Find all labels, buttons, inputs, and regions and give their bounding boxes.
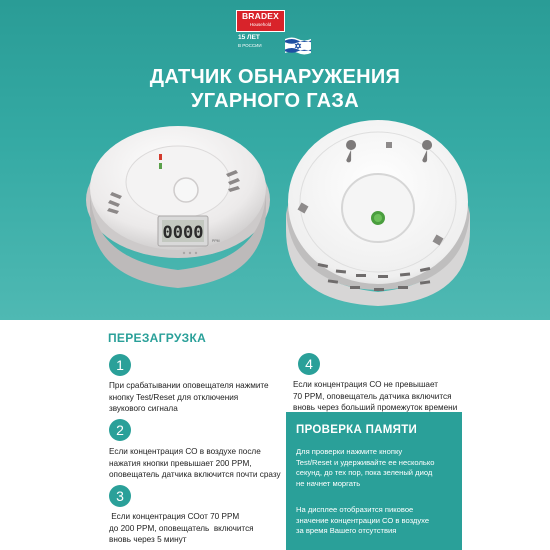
memory-p1-line-4: не начнет моргать — [296, 478, 361, 488]
memory-paragraph-1 — [296, 447, 434, 489]
step-1-text — [109, 380, 269, 415]
israel-flag-icon — [284, 36, 312, 56]
step-1-line-3: звукового сигнала — [109, 404, 178, 413]
step-4-line-1: Если концентрация СО не превышает — [293, 380, 438, 389]
step-4-number: 4 — [298, 353, 320, 375]
memory-p2-line-2: значение концентрации СО в воздухе — [296, 515, 430, 525]
title-line-2: УГАРНОГО ГАЗА — [191, 90, 359, 112]
step-3-line-2: до 200 PPM, оповещатель включится — [109, 523, 254, 533]
step-1-number: 1 — [109, 354, 131, 376]
memory-paragraph-2 — [296, 505, 429, 537]
reset-heading: ПЕРЕЗАГРУЗКА — [108, 331, 207, 345]
step-3-text — [109, 511, 254, 546]
memory-p1-line-1: Для проверки нажмите кнопку — [296, 447, 403, 456]
memory-p1-line-3: секунд, до тех пор, пока зеленый диод — [296, 468, 433, 477]
brand-name: BRADEX — [241, 11, 280, 21]
detector-back-photo — [286, 120, 470, 306]
step-2-text — [109, 446, 281, 481]
lcd-display: 0000 — [162, 223, 204, 243]
brand-logo — [236, 10, 316, 62]
page-title — [0, 65, 550, 113]
step-4-line-2: 70 PPM, оповещатель датчика включится — [293, 391, 452, 401]
brand-years: 15 ЛЕТ — [238, 34, 260, 41]
step-2-line-2: нажатия кнопки превышает 200 PPM, — [109, 458, 252, 468]
title-line-1: ДАТЧИК ОБНАРУЖЕНИЯ — [149, 66, 401, 88]
memory-heading: ПРОВЕРКА ПАМЯТИ — [296, 424, 418, 436]
step-4-text — [293, 379, 457, 414]
brand-badge — [236, 10, 285, 32]
step-1-line-2: кнопку Test/Reset для отключения — [109, 392, 239, 402]
memory-p1-line-2: Test/Reset и удерживайте ее несколько — [296, 457, 435, 467]
step-2-line-3: оповещатель датчика включится почти сразу — [109, 470, 281, 479]
step-2-line-1: Если концентрация СО в воздухе после — [109, 447, 261, 456]
step-1-line-1: При срабатывании оповещателя нажмите — [109, 381, 269, 390]
step-2-number: 2 — [109, 419, 131, 441]
device-photos — [0, 110, 550, 320]
memory-check-box — [286, 412, 462, 550]
memory-p2-line-3: за время Вашего отсутствия — [296, 526, 397, 535]
brand-country: В РОССИИ — [238, 43, 262, 48]
detector-front-photo — [86, 126, 270, 288]
step-4-line-3: вновь через больший промежуток времени — [293, 403, 458, 412]
step-3-line-1: Если концентрация СОот 70 PPM — [109, 512, 240, 521]
step-3-number: 3 — [109, 485, 131, 507]
step-3-line-3: вновь через 5 минут — [109, 535, 187, 544]
memory-p2-line-1: На дисплее отобразится пиковое — [296, 505, 414, 514]
lcd-unit: PPM — [212, 239, 220, 243]
brand-sub: Household — [249, 22, 272, 27]
